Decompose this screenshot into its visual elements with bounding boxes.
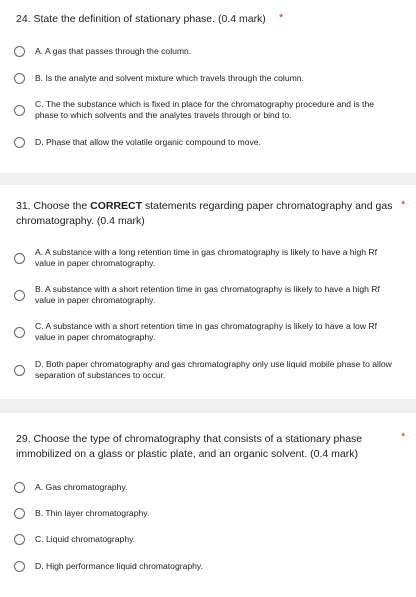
radio-button[interactable] xyxy=(14,561,25,572)
radio-button[interactable] xyxy=(14,253,25,264)
option-label: C. The the substance which is fixed in place for the chromatography procedure and is the phase to which solvents and the analytes travels through or bind to. xyxy=(35,99,375,120)
radio-button[interactable] xyxy=(14,327,25,338)
question-title: 24. State the definition of stationary phase. (0.4 mark) xyxy=(16,13,266,25)
option-label: C. A substance with a short retention time in gas chromatography is likely to have a low Rf value in paper chromatography. xyxy=(35,321,378,342)
required-asterisk: * xyxy=(401,199,406,211)
radio-button[interactable] xyxy=(14,508,25,519)
required-asterisk: * xyxy=(279,12,284,24)
option-label: A. A gas that passes through the column. xyxy=(35,46,192,56)
radio-button[interactable] xyxy=(14,137,25,148)
question-card-29 xyxy=(0,413,416,597)
option-label: B. Is the analyte and solvent mixture which travels through the column. xyxy=(35,73,304,83)
radio-button[interactable] xyxy=(14,290,25,301)
option-label: B. A substance with a short retention time in gas chromatography is likely to have a high Rf value in paper chromatography. xyxy=(35,284,380,305)
radio-button[interactable] xyxy=(14,73,25,84)
question-card-31 xyxy=(0,185,416,399)
question-title: 29. Choose the type of chromatography that consists of a stationary phase immobilized on a glass or plastic plate, and an organic solvent. (0.4 mark) xyxy=(16,433,363,460)
option-label: A. A substance with a long retention time in gas chromatography is likely to have a high Rf value in paper chromatography. xyxy=(35,247,378,268)
option-label: B. Thin layer chromatography. xyxy=(35,508,150,518)
radio-button[interactable] xyxy=(14,46,25,57)
option-label: D. Both paper chromatography and gas chromatography only use liquid mobile phase to allow separation of substances to occur. xyxy=(35,359,392,380)
required-asterisk: * xyxy=(401,431,406,443)
radio-button[interactable] xyxy=(14,534,25,545)
option-label: A. Gas chromatography. xyxy=(35,482,128,492)
option-label: D. High performance liquid chromatography. xyxy=(35,561,203,571)
option-label: D. Phase that allow the volatile organic compound to move. xyxy=(35,137,261,147)
option-label: C. Liquid chromatography. xyxy=(35,534,136,544)
radio-button[interactable] xyxy=(14,482,25,493)
radio-button[interactable] xyxy=(14,105,25,116)
question-title: 31. Choose the CORRECT statements regarding paper chromatography and gas chromatography. (0.4 mark) xyxy=(16,200,393,227)
question-card-24 xyxy=(0,0,416,173)
radio-button[interactable] xyxy=(14,365,25,376)
